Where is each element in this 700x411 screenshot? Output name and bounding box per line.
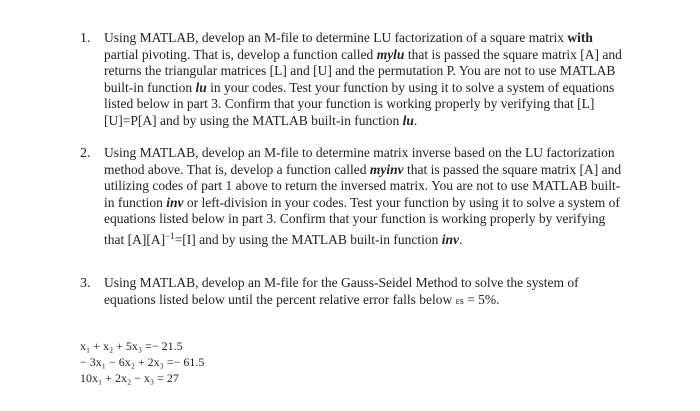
equation-2: − 3x₁ − 6x₂ + 2x₃ =− 61.5 [80,355,205,369]
equation-system [80,338,204,386]
question-number: 2. [80,146,91,161]
text-segment: Using MATLAB, develop an M-file for the Gauss-Seidel Method to solve the system of equations listed below until the percent relative error falls below [104,275,579,307]
text-segment: with [567,30,593,45]
text-segment: that is passed the square matrix [A] and returns the triangular matrices [L] and [U] and the permutation P. You are not to use MATLAB built-in function [104,46,622,95]
question-text [104,275,628,310]
text-segment: partial pivoting. That is, develop a function called [104,46,377,62]
text-segment: inv [441,231,460,247]
text-segment: Using MATLAB, develop an M-file to determine LU factorization of a square matrix [104,30,568,45]
text-segment: inv [166,194,184,210]
text-segment: εs [455,295,464,307]
text-segment: or left-division in your codes. Test your function by using it to solve a system of equations listed below in part 3. Confirm that your function is working properly by verifying that [A][A] [104,194,620,247]
text-segment: in your codes. Test your function by using it to solve a system of equations listed below in part 3. Confirm that your function is working properly by verifying that [L][U]=P[A] and by using the MATLAB built-in function [104,79,615,128]
text-segment: . [459,231,463,247]
text-segment: . [413,112,418,128]
text-segment: that is passed the square matrix [A] and utilizing codes of part 1 above to return the inversed matrix. You are not to use MATLAB built-in function [104,161,622,210]
question-text [104,145,628,249]
text-segment: −1 [165,230,175,241]
equation-3: 10x₁ + 2x₂ − x₃ = 27 [80,371,179,385]
text-segment: Using MATLAB, develop an M-file to determine matrix inverse based on the LU factorization method above. That is, develop a function called [104,145,615,177]
text-segment: lu [195,79,207,95]
question-number: 3. [80,276,91,291]
text-segment: myinv [369,161,404,177]
text-segment: lu [402,112,414,128]
question-text [104,30,628,130]
text-segment: =[I] and by using the MATLAB built-in function [174,231,442,247]
text-segment: = 5%. [463,291,500,307]
equation-1: x₁ + x₂ + 5x₃ =− 21.5 [80,339,183,353]
text-segment: mylu [376,46,405,62]
question-number: 1. [80,31,91,46]
